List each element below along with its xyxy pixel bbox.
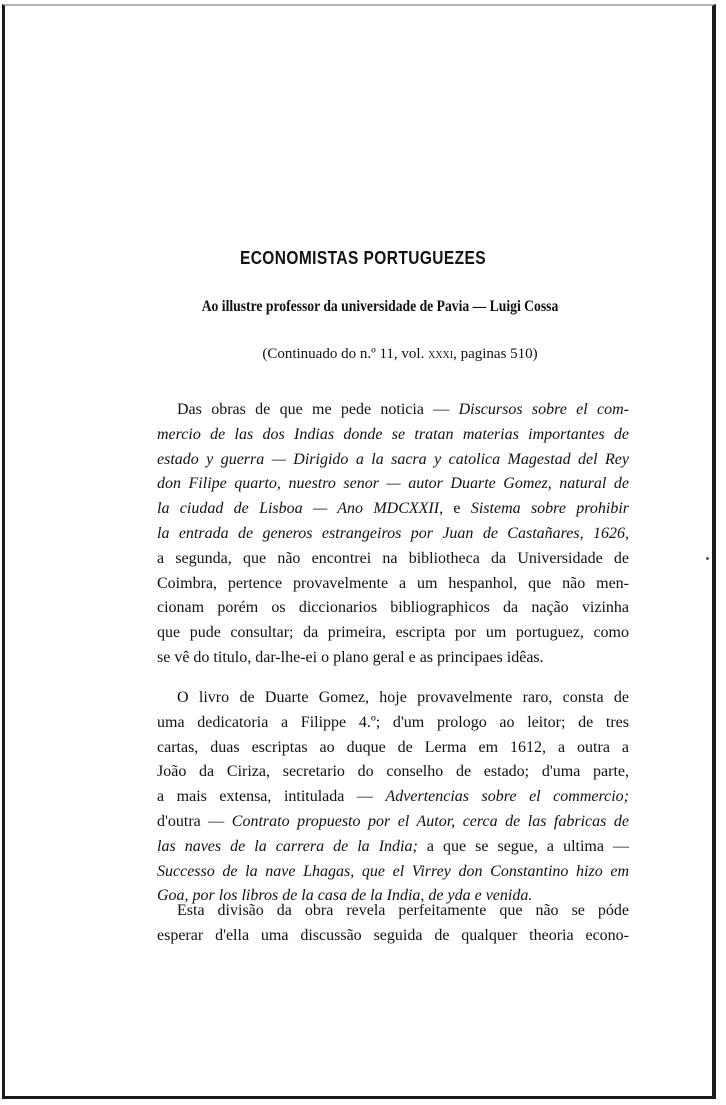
text-line: estado y guerra — Dirigido a la sacra y catolica Magestad del Rey — [157, 450, 629, 468]
paragraph-2 — [157, 686, 629, 909]
text-line: la ciudad de Lisboa — Ano MDCXXII, e Sistema sobre prohibir — [157, 500, 629, 518]
text-line: Successo de la nave Lhagas, que el Virrey don Constantino hizo em — [157, 862, 629, 880]
text-line: cionam porém os diccionarios bibliographicos da nação vizinha — [157, 599, 629, 617]
dedication-line: Ao illustre professor da universidade de Pavia — Luigi Cossa — [201, 298, 559, 315]
text-line: don Filipe quarto, nuestro senor — autor Duarte Gomez, natural de — [157, 475, 629, 493]
text-line: se vê do titulo, dar-lhe-ei o plano geral e as principaes idêas. — [157, 648, 544, 666]
text-line: mercio de las dos Indias donde se tratan materias importantes de — [157, 425, 629, 443]
text-line: cartas, duas escriptas ao duque de Lerma em 1612, a outra a — [157, 738, 629, 756]
text-line: O livro de Duarte Gomez, hoje provavelmente raro, consta de — [177, 689, 629, 706]
text-line: esperar d'ella uma discussão seguida de qualquer theoria econo- — [157, 926, 629, 944]
text-line: Goa, por los libros de la casa de la India, de yda e venida. — [157, 887, 533, 905]
text-line: João da Ciriza, secretario do conselho de estado; d'uma parte, — [157, 763, 629, 781]
scan-speck — [706, 557, 709, 560]
continuation-suffix: , paginas 510) — [453, 346, 538, 362]
text-line: Esta divisão da obra revela perfeitamente que não se póde — [177, 902, 629, 919]
text-line: a segunda, que não encontrei na bibliotheca da Universidade de — [157, 549, 629, 567]
text-line: uma dedicatoria a Filippe 4.º; d'um prologo ao leitor; de tres — [157, 713, 629, 731]
continuation-volume: xxxi — [428, 347, 454, 362]
continuation-prefix: (Continuado do n.º 11, vol. — [262, 346, 429, 362]
text-line: a mais extensa, intitulada — Advertencias sobre el commercio; — [157, 788, 629, 806]
text-line: que pude consultar; da primeira, escripta por um portuguez, como — [157, 624, 629, 642]
text-line: d'outra — Contrato propuesto por el Autor, cerca de las fabricas de — [157, 812, 629, 830]
text-line: Coimbra, pertence provavelmente a um hespanhol, que não men- — [157, 574, 629, 592]
paragraph-3 — [157, 899, 629, 949]
article-title: ECONOMISTAS PORTUGUEZES — [239, 248, 487, 268]
text-line: las naves de la carrera de la India; a que se segue, a ultima — — [157, 837, 629, 855]
continuation-note — [0, 346, 726, 363]
paragraph-1 — [157, 398, 629, 671]
text-line: la entrada de generos estrangeiros por Juan de Castañares, 1626, — [157, 524, 629, 542]
text-line: Das obras de que me pede noticia — Discursos sobre el com- — [177, 401, 630, 418]
